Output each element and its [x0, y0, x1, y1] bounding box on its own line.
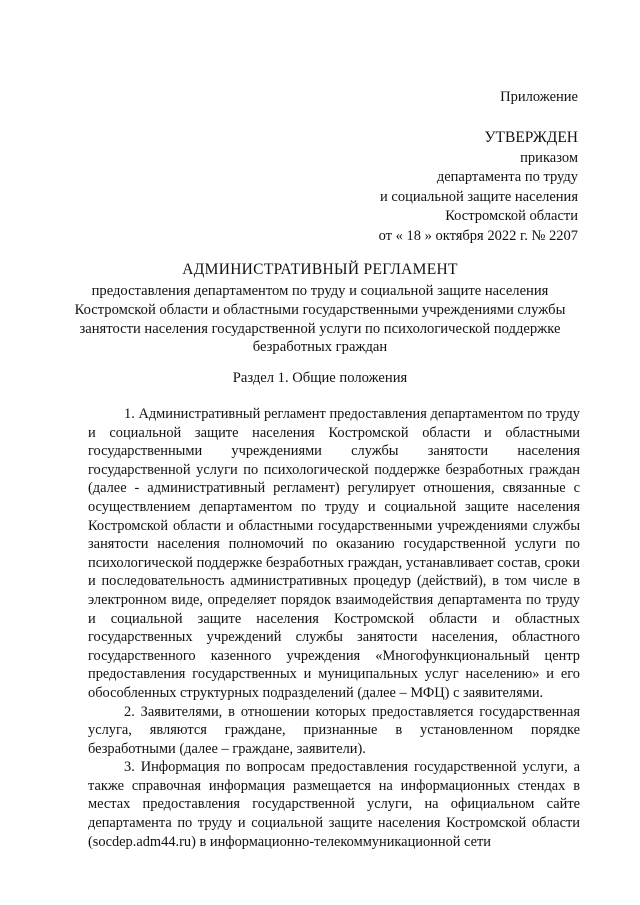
body-text	[88, 405, 580, 851]
approval-line-region: Костромской области	[445, 208, 578, 225]
paragraph-2: 2. Заявителями, в отношении которых предоставляется государственная услуга, являются граждане, признанные в установленном порядке безработными (далее – граждане, заявители).	[88, 703, 580, 757]
approval-block	[379, 128, 578, 247]
approval-line-department: департамента по труду	[436, 169, 578, 186]
document-title: АДМИНИСТРАТИВНЫЙ РЕГЛАМЕНТ	[182, 261, 458, 278]
appendix-label: Приложение	[500, 89, 578, 105]
approval-line-date-number: от « 18 » октября 2022 г. № 2207	[378, 227, 578, 244]
paragraph-3: 3. Информация по вопросам предоставления государственной услуги, а также справочная информация размещается на информационных стендах в местах предоставления государственной услуги, на официальном сайте департамента по труду и социальной защите населения Костромской области (socdep.adm44.ru) в информационно-телекоммуникационной сети	[88, 759, 580, 850]
document-subtitle: предоставления департаментом по труду и социальной защите населения Костромской области и областными государственными учреждениями службы занятости населения государственной услуги по психологической поддержке безработных граждан	[74, 283, 566, 356]
section-heading: Раздел 1. Общие положения	[232, 370, 408, 386]
paragraph-1: 1. Административный регламент предоставления департаментом по труду и социальной защите населения Костромской области и областными государственными учреждениями службы занятости населения государственной услуги по психологической поддержке безработных граждан (далее - административный регламент) регулирует отношения, связанные с осуществлением департаментом по труду и социальной защите населения Костромской области и областными государственными учреждениями службы занятости населения полномочий по оказанию государственной услуги по психологической поддержке безработных граждан, устанавливает состав, сроки и последовательность административных процедур (действий), в том числе в электронном виде, определяет порядок взаимодействия департамента по труду и социальной защите населения Костромской области и областных государственных учреждений службы занятости населения, областного государственного казенного учреждения «Многофункциональный центр предоставления государственных и муниципальных услуг населению» и его обособленных структурных подразделений (далее – МФЦ) с заявителями.	[88, 406, 580, 701]
approved-label: УТВЕРЖДЕН	[484, 129, 578, 146]
approval-line-social-protection: и социальной защите населения	[380, 188, 578, 205]
approval-line-order: приказом	[520, 149, 578, 166]
